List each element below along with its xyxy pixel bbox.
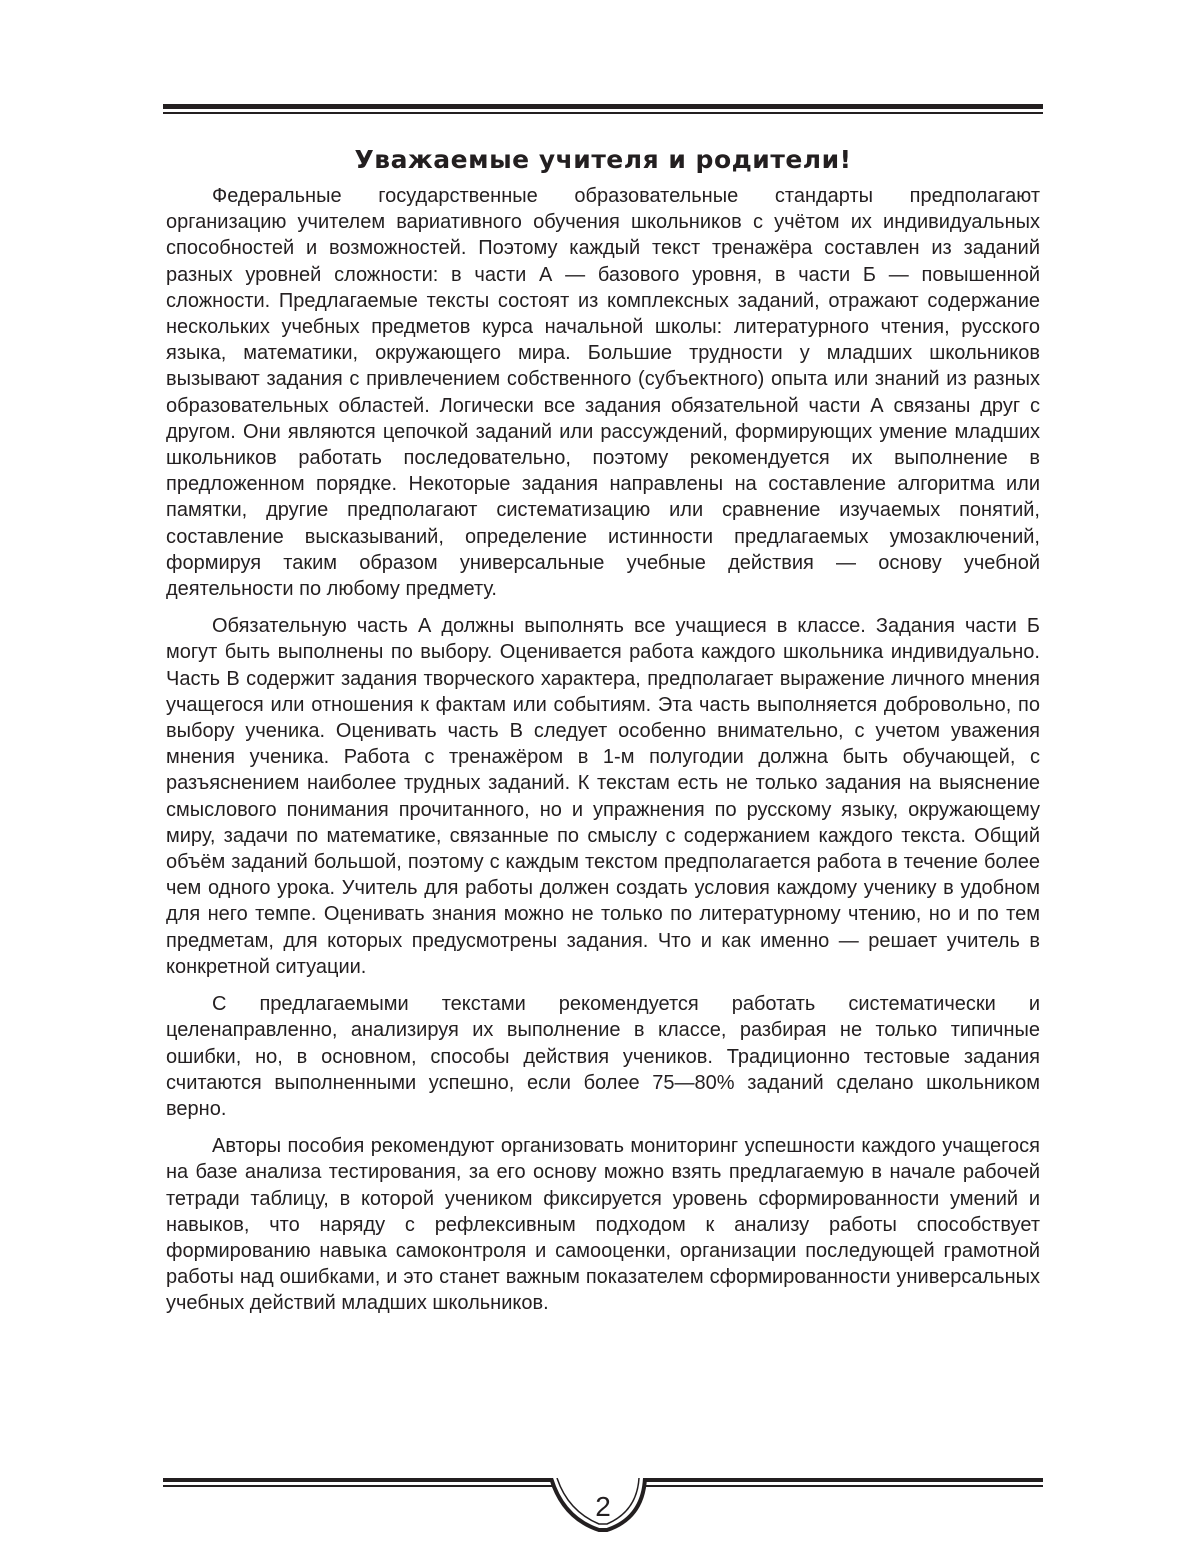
header-divider [163, 104, 1043, 116]
page-footer [163, 1478, 1043, 1548]
paragraph-1: Федеральные государственные образовательные стандарты предполагают организацию учителем вариативного обучения школьников с учётом их индивидуальных способностей и возможностей. Поэтому каждый текст тренажёра составлен из заданий разных уровней сложности: в части А — базового уровня, в части Б — повышенной сложности. Предлагаемые тексты состоят из комплексных заданий, отражают содержание нескольких учебных предметов курса начальной школы: литературного чтения, русского языка, математики, окружающего мира. Большие трудности у младших школьников вызывают задания с привлечением собственного (субъектного) опыта или знаний из разных образовательных областей. Логически все задания обязательной части А связаны друг с другом. Они являются цепочкой заданий или рассуждений, формирующих умение младших школьников работать последовательно, поэтому рекомендуется их выполнение в предложенном порядке. Некоторые задания направлены на составление алгоритма или памятки, другие предполагают систематизацию или сравнение изучаемых понятий, составление высказываний, определение истинности предлагаемых умозаключений, формируя таким образом универсальные учебные действия — основу учебной деятельности по любому предмету. [166, 185, 1040, 601]
body-text [166, 183, 1040, 1328]
header-divider-thin-line [163, 112, 1043, 114]
page-number: 2 [595, 1491, 611, 1522]
paragraph-4: Авторы пособия рекомендуют организовать мониторинг успешности каждого учащегося на базе анализа тестирования, за его основу можно взять предлагаемую в начале рабочей тетради таблицу, в которой учеником фиксируется уровень сформированности умений и навыков, что наряду с рефлексивным подходом к анализу работы способствует формированию навыка самоконтроля и самооценки, организации последующей грамотной работы над ошибками, и это станет важным показателем сформированности универсальных учебных действий младших школьников. [166, 1135, 1040, 1315]
page-title: Уважаемые учителя и родители! [354, 145, 852, 174]
header-divider-thick-line [163, 104, 1043, 109]
paragraph-3: С предлагаемыми текстами рекомендуется работать систематически и целенаправленно, анализируя их выполнение в классе, разбирая не только типичные ошибки, но, в основном, способы действия учеников. Традиционно тестовые задания считаются выполненными успешно, если более 75—80% заданий сделано школьником верно. [166, 993, 1040, 1120]
paragraph-2: Обязательную часть А должны выполнять все учащиеся в классе. Задания части Б могут быть выполнены по выбору. Оценивается работа каждого школьника индивидуально. Часть В содержит задания творческого характера, предполагает выражение личного мнения учащегося или отношения к фактам или событиям. Эта часть выполняется добровольно, по выбору ученика. Оценивать часть В следует особенно внимательно, с учетом уважения мнения ученика. Работа с тренажёром в 1-м полугодии должна быть обучающей, с разъяснением наиболее трудных заданий. К текстам есть не только задания на выяснение смыслового понимания прочитанного, но и упражнения по русскому языку, окружающему миру, задачи по математике, связанные по смыслу с содержанием каждого текста. Общий объём заданий большой, поэтому с каждым текстом предполагается работа в течение более чем одного урока. Учитель для работы должен создать условия каждому ученику в удобном для него темпе. Оценивать знания можно не только по литературному чтению, но и по тем предметам, для которых предусмотрены задания. Что и как именно — решает учитель в конкретной ситуации. [166, 615, 1040, 978]
